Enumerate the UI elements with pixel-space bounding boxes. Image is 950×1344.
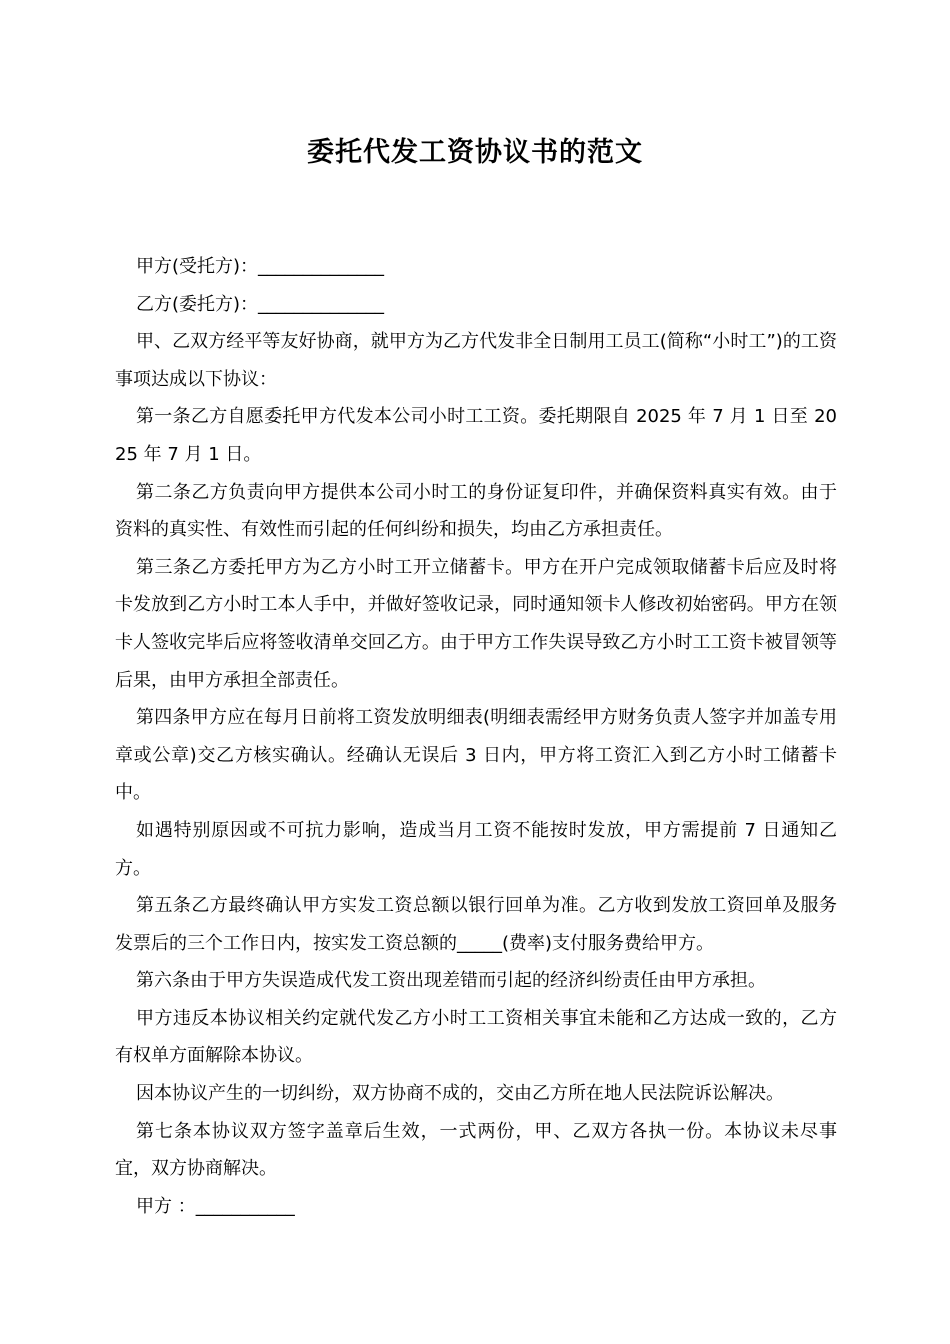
article-7-paragraph: 第七条本协议双方签字盖章后生效，一式两份，甲、乙双方各执一份。本协议未尽事宜，双方协商解决。: [115, 1120, 837, 1180]
dispute-paragraph: 因本协议产生的一切纠纷，双方协商不成的，交由乙方所在地人民法院诉讼解决。: [136, 1083, 784, 1105]
article-3-paragraph: 第三条乙方委托甲方为乙方小时工开立储蓄卡。甲方在开户完成领取储蓄卡后应及时将卡发放到乙方小时工本人手中，并做好签收记录，同时通知领卡人修改初始密码。甲方在领卡人签收完毕后应将签收清单交回乙方。由于甲方工作失误导致乙方小时工工资卡被冒领等后果，由甲方承担全部责任。: [115, 556, 837, 691]
breach-paragraph: 甲方违反本协议相关约定就代发乙方小时工工资相关事宜未能和乙方达成一致的，乙方有权单方面解除本协议。: [115, 1007, 837, 1067]
article-2-paragraph: 第二条乙方负责向甲方提供本公司小时工的身份证复印件，并确保资料真实有效。由于资料的真实性、有效性而引起的任何纠纷和损失，均由乙方承担责任。: [115, 481, 837, 541]
preamble-paragraph: 甲、乙双方经平等友好协商，就甲方为乙方代发非全日制用工员工(简称“小时工”)的工资事项达成以下协议：: [115, 331, 837, 390]
article-6-paragraph: 第六条由于甲方失误造成代发工资出现差错而引起的经济纠纷责任由甲方承担。: [136, 970, 766, 992]
document-body: [115, 248, 837, 1225]
document-title: 委托代发工资协议书的范文: [307, 137, 643, 168]
party-a-signature-line: 甲方 ：___________: [136, 1195, 295, 1217]
article-4-paragraph: 第四条甲方应在每月日前将工资发放明细表(明细表需经甲方财务负责人签字并加盖专用章或公章)交乙方核实确认。经确认无误后 3 日内，甲方将工资汇入到乙方小时工储蓄卡中。: [115, 707, 837, 804]
article-1-paragraph: 第一条乙方自愿委托甲方代发本公司小时工工资。委托期限自 2025 年 7 月 1 日至 2025 年 7 月 1 日。: [115, 406, 837, 465]
party-b-line: 乙方(委托方)：______________: [136, 293, 385, 315]
force-majeure-paragraph: 如遇特别原因或不可抗力影响，造成当月工资不能按时发放，甲方需提前 7 日通知乙方。: [115, 819, 837, 879]
article-5-paragraph: 第五条乙方最终确认甲方实发工资总额以银行回单为准。乙方收到发放工资回单及服务发票后的三个工作日内，按实发工资总额的_____(费率)支付服务费给甲方。: [115, 895, 837, 954]
party-a-line: 甲方(受托方)：______________: [136, 256, 385, 277]
